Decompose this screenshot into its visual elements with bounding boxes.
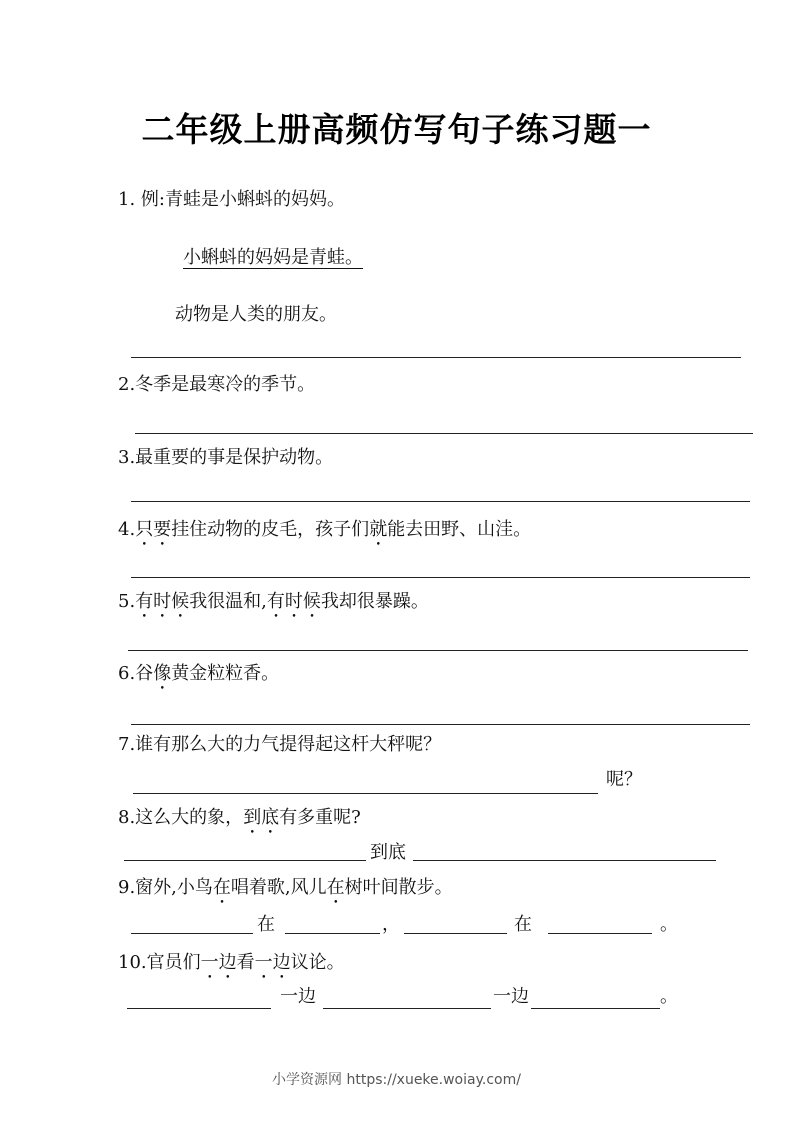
emphasized-text: 只	[135, 519, 154, 540]
prompt-text: 议论。	[290, 952, 345, 973]
page-title: 二年级上册高频仿写句子练习题一	[141, 110, 652, 149]
q10-word-2: 一边	[493, 986, 529, 1007]
q9-word-2: 在	[514, 914, 532, 935]
prompt-text: 有多重呢?	[279, 807, 361, 828]
q4-prompt	[118, 518, 531, 550]
emphasized-text: 像	[153, 663, 172, 684]
prompt-text: 唱着歌,风儿	[230, 877, 327, 898]
prompt-text: 9.窗外,小鸟	[118, 877, 213, 898]
emphasized-text: 在	[212, 877, 231, 898]
prompt-text: 5.	[118, 591, 136, 612]
q7-suffix: 呢？	[606, 769, 642, 790]
prompt-text: 挂住动物的皮毛，孩子们	[171, 519, 370, 540]
q10-end: 。	[660, 986, 678, 1007]
prompt-text: 8.这么大的象，	[118, 807, 244, 828]
q8-blank-1[interactable]	[124, 860, 366, 861]
q3-prompt: 3.最重要的事是保护动物。	[118, 447, 334, 468]
emphasized-text: 有时候	[135, 591, 190, 612]
emphasized-text: 在	[326, 877, 345, 898]
prompt-text: 看	[236, 952, 255, 973]
q9-word-1: 在	[257, 914, 275, 935]
prompt-text: 我却很暴躁。	[320, 591, 429, 612]
q8-prompt	[118, 806, 361, 838]
emphasized-text: 就	[369, 519, 388, 540]
q7-answer-line[interactable]	[133, 793, 598, 794]
q9-blank-3[interactable]	[404, 933, 507, 934]
prompt-text: 4.	[118, 519, 136, 540]
q1-answer-line[interactable]	[131, 357, 741, 358]
q5-answer-line[interactable]	[128, 650, 748, 651]
q9-blank-1[interactable]	[131, 933, 253, 934]
emphasized-text: 要	[153, 519, 172, 540]
q4-answer-line[interactable]	[131, 577, 750, 578]
q7-prompt: 7.谁有那么大的力气提得起这杆大秤呢？	[118, 734, 442, 755]
q9-blank-4[interactable]	[548, 933, 652, 934]
prompt-text: 黄金粒粒香。	[171, 663, 280, 684]
q1-prompt: 1. 例:青蛙是小蝌蚪的妈妈。	[118, 189, 345, 210]
q3-answer-line[interactable]	[131, 501, 750, 502]
prompt-text: 树叶间散步。	[344, 877, 453, 898]
q6-prompt	[118, 662, 279, 694]
prompt-text: 我很温和,	[189, 591, 267, 612]
emphasized-text: 一边	[254, 952, 291, 973]
q1-task: 动物是人类的朋友。	[175, 304, 337, 325]
q9-comma: ，	[382, 914, 400, 935]
q8-middle-word: 到底	[370, 842, 406, 863]
footer-watermark: 小学资源网 https://xueke.woiay.com/	[272, 1072, 521, 1088]
q1-example-answer: 小蝌蚪的妈妈是青蛙。	[183, 247, 363, 268]
q8-blank-2[interactable]	[413, 860, 716, 861]
q10-word-1: 一边	[280, 986, 316, 1007]
prompt-text: 10.官员们	[118, 952, 201, 973]
q5-prompt	[118, 590, 429, 622]
q2-prompt: 2.冬季是最寒冷的季节。	[118, 374, 316, 395]
emphasized-text: 有时候	[266, 591, 321, 612]
q9-prompt	[118, 876, 453, 908]
q10-blank-3[interactable]	[531, 1008, 660, 1009]
q2-answer-line[interactable]	[135, 433, 753, 434]
q10-blank-1[interactable]	[127, 1008, 271, 1009]
q10-blank-2[interactable]	[323, 1008, 491, 1009]
q10-prompt	[118, 951, 345, 983]
emphasized-text: 一边	[200, 952, 237, 973]
q9-end: 。	[660, 914, 678, 935]
prompt-text: 能去田野、山洼。	[387, 519, 532, 540]
q9-blank-2[interactable]	[285, 933, 380, 934]
emphasized-text: 到底	[243, 807, 280, 828]
prompt-text: 6.谷	[118, 663, 154, 684]
q6-answer-line[interactable]	[131, 724, 750, 725]
